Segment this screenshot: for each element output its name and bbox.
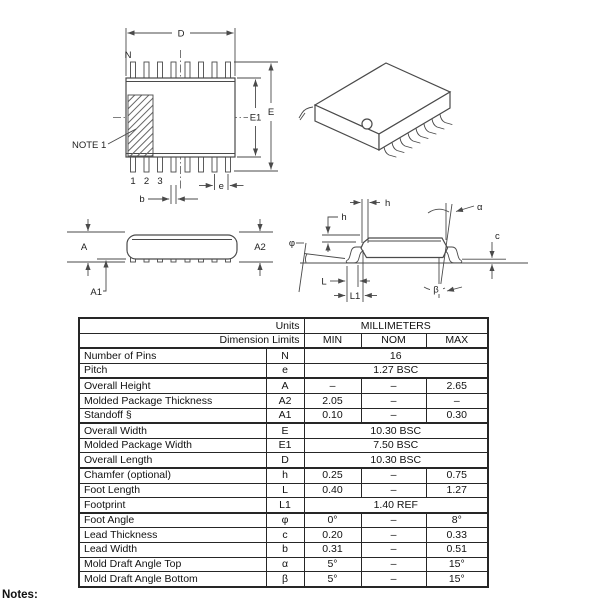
dim-max-cell: 8° xyxy=(426,513,488,528)
side-view-drawing xyxy=(67,219,273,298)
dim-name-cell: Pitch xyxy=(79,363,266,378)
dim-nom-cell: – xyxy=(361,408,426,423)
dim-name-cell: Overall Width xyxy=(79,423,266,438)
dim-name-cell: Foot Angle xyxy=(79,513,266,528)
table-header-units-row xyxy=(79,318,488,333)
table-row xyxy=(79,408,488,423)
table-row xyxy=(79,423,488,438)
pin1-index-hatch-area xyxy=(128,95,153,156)
dim-min-cell: 0.10 xyxy=(304,408,361,423)
dim-max-cell: 1.27 xyxy=(426,483,488,498)
dim-label-e: e xyxy=(218,180,224,192)
dim-max-cell: 0.51 xyxy=(426,542,488,557)
dim-label-A2: A2 xyxy=(254,242,266,253)
dim-min-cell: 0.40 xyxy=(304,483,361,498)
dim-label-h-top: h xyxy=(385,198,391,209)
table-row xyxy=(79,438,488,453)
dim-label-L: L xyxy=(321,276,327,288)
dim-name-cell: Overall Length xyxy=(79,453,266,468)
note1-label: NOTE 1 xyxy=(72,140,107,151)
dim-symbol-cell: A2 xyxy=(266,393,304,408)
dim-label-beta: β xyxy=(433,284,439,296)
dim-value-span-cell: 1.40 REF xyxy=(304,498,488,513)
dim-symbol-cell: e xyxy=(266,363,304,378)
dim-label-L1: L1 xyxy=(349,291,361,302)
dim-nom-cell: – xyxy=(361,528,426,543)
dim-name-cell: Chamfer (optional) xyxy=(79,468,266,483)
dim-max-cell: 0.30 xyxy=(426,408,488,423)
table-row xyxy=(79,483,488,498)
dim-label-E1: E1 xyxy=(249,112,262,124)
dim-value-span-cell: 10.30 BSC xyxy=(304,423,488,438)
dim-symbol-cell: L1 xyxy=(266,498,304,513)
table-header-limits-row xyxy=(79,333,488,348)
table-row xyxy=(79,572,488,587)
dimension-limits-header-cell: Dimension Limits xyxy=(79,333,304,348)
dim-name-cell: Molded Package Thickness xyxy=(79,393,266,408)
dim-value-span-cell: 10.30 BSC xyxy=(304,453,488,468)
dim-min-cell: 0.31 xyxy=(304,542,361,557)
dim-nom-cell: – xyxy=(361,572,426,587)
dim-max-cell: – xyxy=(426,393,488,408)
dim-name-cell: Overall Height xyxy=(79,378,266,393)
dim-symbol-cell: D xyxy=(266,453,304,468)
table-row xyxy=(79,498,488,513)
dim-nom-cell: – xyxy=(361,542,426,557)
package-body-side-view xyxy=(127,235,237,259)
dim-symbol-cell: N xyxy=(266,348,304,363)
dim-symbol-cell: E1 xyxy=(266,438,304,453)
dim-name-cell: Standoff § xyxy=(79,408,266,423)
dim-symbol-cell: E xyxy=(266,423,304,438)
table-row xyxy=(79,363,488,378)
dim-min-cell: 5° xyxy=(304,557,361,572)
dim-nom-cell: – xyxy=(361,513,426,528)
dim-symbol-cell: α xyxy=(266,557,304,572)
dim-label-A1: A1 xyxy=(90,287,102,298)
dim-min-cell: 0° xyxy=(304,513,361,528)
dim-max-cell: 2.65 xyxy=(426,378,488,393)
units-header-cell: Units xyxy=(79,318,304,333)
nom-header-cell: NOM xyxy=(361,333,426,348)
dim-value-span-cell: 1.27 BSC xyxy=(304,363,488,378)
dim-name-cell: Mold Draft Angle Bottom xyxy=(79,572,266,587)
pin-number-1: 1 xyxy=(130,176,136,187)
isometric-view-drawing xyxy=(299,63,452,157)
pin1-indicator-dot xyxy=(362,119,372,129)
top-view-drawing xyxy=(72,28,278,205)
max-header-cell: MAX xyxy=(426,333,488,348)
dim-label-E: E xyxy=(267,107,275,118)
dim-symbol-cell: A1 xyxy=(266,408,304,423)
dim-name-cell: Footprint xyxy=(79,498,266,513)
dim-label-alpha: α xyxy=(477,202,483,213)
dim-max-cell: 0.33 xyxy=(426,528,488,543)
dim-nom-cell: – xyxy=(361,378,426,393)
dim-min-cell: 2.05 xyxy=(304,393,361,408)
dim-name-cell: Foot Length xyxy=(79,483,266,498)
lead-detail-drawing xyxy=(289,198,528,302)
dim-symbol-cell: b xyxy=(266,542,304,557)
dim-name-cell: Number of Pins xyxy=(79,348,266,363)
table-row xyxy=(79,557,488,572)
dim-label-D: D xyxy=(177,28,185,40)
dim-symbol-cell: L xyxy=(266,483,304,498)
dim-name-cell: Lead Width xyxy=(79,542,266,557)
dim-symbol-cell: h xyxy=(266,468,304,483)
dim-value-span-cell: 7.50 BSC xyxy=(304,438,488,453)
dim-min-cell: 5° xyxy=(304,572,361,587)
dim-label-b: b xyxy=(139,194,145,205)
dim-value-span-cell: 16 xyxy=(304,348,488,363)
table-row xyxy=(79,393,488,408)
dim-nom-cell: – xyxy=(361,468,426,483)
dim-symbol-cell: A xyxy=(266,378,304,393)
table-row xyxy=(79,378,488,393)
dim-symbol-cell: c xyxy=(266,528,304,543)
dim-min-cell: 0.20 xyxy=(304,528,361,543)
notes-label: Notes: xyxy=(2,589,38,600)
dim-symbol-cell: φ xyxy=(266,513,304,528)
table-row xyxy=(79,513,488,528)
table-row xyxy=(79,528,488,543)
dim-symbol-cell: β xyxy=(266,572,304,587)
dim-name-cell: Mold Draft Angle Top xyxy=(79,557,266,572)
dimensions-table xyxy=(78,317,489,588)
table-row xyxy=(79,542,488,557)
dim-label-h-left: h xyxy=(341,212,347,223)
pin-number-3: 3 xyxy=(157,176,163,187)
millimeters-header-cell: MILLIMETERS xyxy=(304,318,488,333)
table-row xyxy=(79,348,488,363)
dim-max-cell: 15° xyxy=(426,557,488,572)
dim-name-cell: Molded Package Width xyxy=(79,438,266,453)
dim-min-cell: – xyxy=(304,378,361,393)
dim-min-cell: 0.25 xyxy=(304,468,361,483)
dim-label-phi: φ xyxy=(288,238,296,249)
dim-nom-cell: – xyxy=(361,557,426,572)
dim-label-A: A xyxy=(80,242,88,253)
dim-label-c: c xyxy=(495,231,500,242)
dim-label-N: N xyxy=(124,50,132,61)
dim-max-cell: 15° xyxy=(426,572,488,587)
min-header-cell: MIN xyxy=(304,333,361,348)
pin-number-2: 2 xyxy=(143,176,150,187)
dim-nom-cell: – xyxy=(361,483,426,498)
table-row xyxy=(79,468,488,483)
dim-max-cell: 0.75 xyxy=(426,468,488,483)
dim-nom-cell: – xyxy=(361,393,426,408)
table-row xyxy=(79,453,488,468)
dim-name-cell: Lead Thickness xyxy=(79,528,266,543)
